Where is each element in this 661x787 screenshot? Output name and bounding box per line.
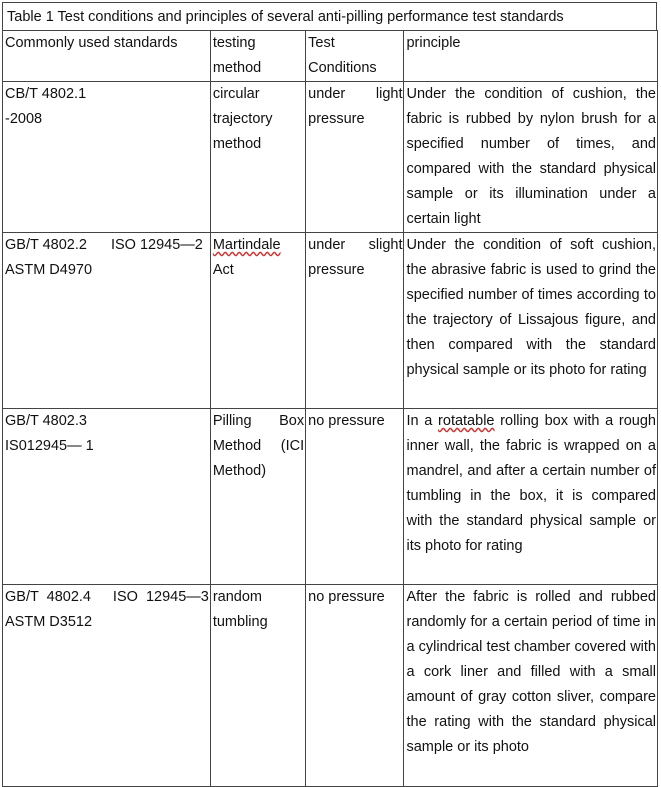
standards-table (2, 30, 658, 787)
method-line: method (212, 136, 262, 152)
standard-cell (3, 585, 211, 787)
header-principle: principle (404, 31, 658, 82)
method-line: tumbling (212, 614, 268, 630)
standard-cell (3, 409, 211, 585)
header-method-line1: testing (212, 35, 256, 51)
table-row (3, 233, 658, 409)
standard-line: GB/T 4802.2 ISO 12945—2 (5, 237, 203, 253)
condition-line: under light (308, 86, 403, 102)
principle-text: Under the condition of cushion, the fabric is rubbed by nylon brush for a specified number of times, and compared with the standard physical sample or its illumination under a certain light (406, 86, 656, 227)
method-line: random (212, 589, 263, 605)
standard-line: ASTM D3512 (5, 614, 93, 630)
table-row (3, 585, 658, 787)
table-row (3, 82, 658, 233)
condition-cell (306, 585, 404, 787)
method-line: Martindale (212, 237, 281, 253)
method-line: Act (212, 262, 234, 278)
header-standards: Commonly used standards (3, 31, 211, 82)
spellcheck-underline-word: rotatable (438, 413, 495, 429)
condition-line: under slight (308, 237, 403, 253)
method-cell (210, 82, 305, 233)
condition-line: pressure (308, 111, 365, 127)
principle-text: After the fabric is rolled and rubbed randomly for a certain period of time in a cylindrical test chamber covered with a cork liner and filled with a small amount of gray cotton sliver, compare the rating with the standard physical sample or its photo (406, 589, 656, 755)
method-line: circular (212, 86, 260, 102)
method-cell (210, 233, 305, 409)
header-method (210, 31, 305, 82)
header-conditions (306, 31, 404, 82)
condition-cell (306, 233, 404, 409)
table-caption: Table 1 Test conditions and principles of several anti-pilling performance test standards (2, 2, 657, 30)
condition-line: pressure (308, 262, 365, 278)
standard-line: GB/T 4802.4 ISO 12945—3 (5, 589, 209, 605)
header-conditions-line1: Test (308, 35, 335, 51)
method-line: Method (ICI (212, 438, 305, 454)
table-row (3, 409, 658, 585)
standard-line: CB/T 4802.1 (5, 86, 87, 102)
standard-line: GB/T 4802.3 (5, 413, 87, 429)
condition-line: no pressure (308, 413, 385, 429)
standard-line: ASTM D4970 (5, 262, 93, 278)
method-cell (210, 409, 305, 585)
principle-cell (404, 585, 658, 787)
header-conditions-line2: Conditions (308, 60, 377, 76)
principle-cell (404, 82, 658, 233)
condition-cell (306, 409, 404, 585)
standard-line: -2008 (5, 111, 43, 127)
document-page (2, 2, 659, 784)
method-line: trajectory (212, 111, 273, 127)
condition-cell (306, 82, 404, 233)
standard-cell (3, 233, 211, 409)
method-line: Pilling Box (212, 413, 305, 429)
method-cell (210, 585, 305, 787)
principle-cell (404, 233, 658, 409)
header-method-line2: method (212, 60, 262, 76)
table-header-row (3, 31, 658, 82)
method-line: Method) (212, 463, 267, 479)
standard-cell (3, 82, 211, 233)
principle-text: Under the condition of soft cushion, the abrasive fabric is used to grind the specified number of times according to the trajectory of Lissajous figure, and then compared with the standard physical sample or its photo for rating (406, 237, 656, 378)
condition-line: no pressure (308, 589, 385, 605)
principle-cell: In a rotatable rolling box with a rough inner wall, the fabric is wrapped on a mandrel, and after a certain number of tumbling in the box, it is compared with the standard physical sample or its photo for rating (404, 409, 658, 585)
standard-line: IS012945— 1 (5, 438, 94, 454)
